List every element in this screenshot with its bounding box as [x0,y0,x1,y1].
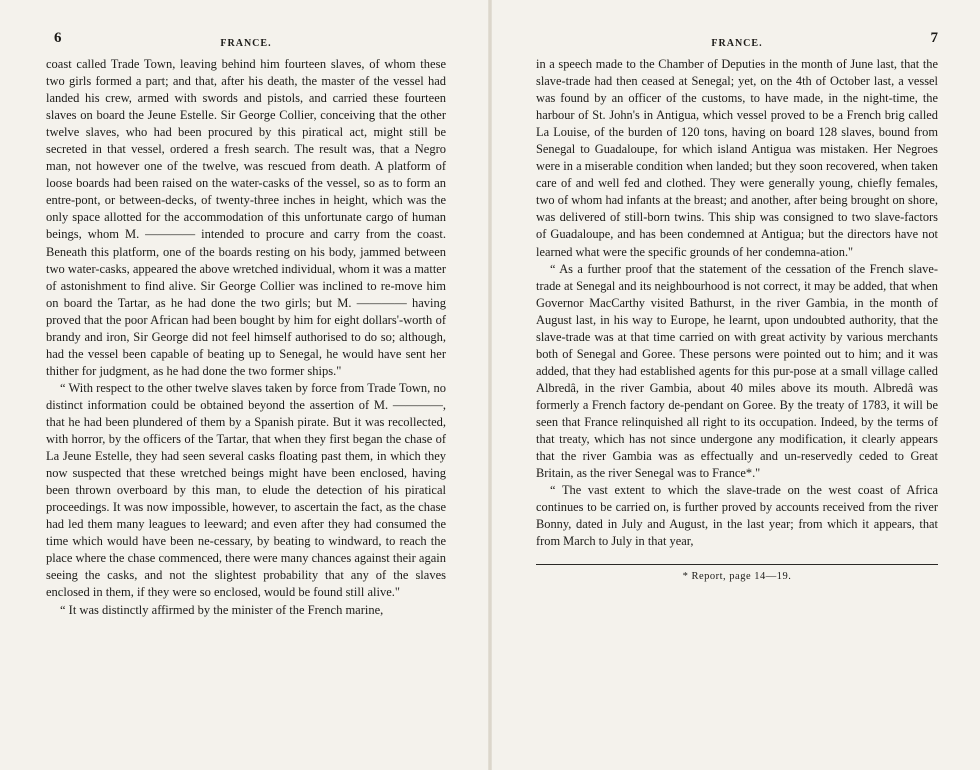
left-paragraph-1: coast called Trade Town, leaving behind him fourteen slaves, of whom these two girls formed a part; and that, after his death, the master of the vessel had landed his crew, armed with swords and pistols, and carried these fourteen slaves on board the Jeune Estelle. Sir George Collier, conceiving that the other twelve slaves, who had been procured by this piratical act, might still be secreted in that vessel, ordered a fresh search. The result was, that a Negro man, not however one of the twelve, was rescued from death. A platform of loose boards had been raised on the water-casks of the vessel, so as to form an entre-pont, or between-decks, of twenty-three inches in height, which was the only space allotted for the accommodation of this unfortunate cargo of human beings, whom M. ———— intended to procure and carry from the coast. Beneath this platform, one of the boards resting on his body, jammed between two water-casks, appeared the above wretched individual, whom it was a matter of astonishment to find alive. Sir George Collier was inclined to re-move him on board the Tartar, as he had done the two girls; but M. ———— having proved that the poor African had been bought by him for eight dollars'-worth of brandy and iron, Sir George did not feel himself authorised to do so; although, had the vessel been capable of beating up to Senegal, he would have sent her thither for judgment, as he had done the two former ships." [46,57,446,378]
footnote: * Report, page 14—19. [682,571,792,583]
right-page-number: 7 [930,30,938,46]
left-paragraph-2: “ With respect to the other twelve slaves taken by force from Trade Town, no distinct information could be obtained beyond the assertion of M. ————, that he had been plundered of them by a Spanish pirate. But it was recollected, with horror, by the officers of the Tartar, that when they first began the chase of La Jeune Estelle, they had seen several casks floating past them, in which they now suspected that these wretched beings might have been enclosed, having been thrown overboard by this man, to elude the detection of his piratical proceedings. It was now impossible, however, to ascertain the fact, as the chase had led them many leagues to leeward; and even after they had consumed the time which would have been ne-cessary, by beating to windward, to reach the place where the chase commenced, there were many chances against their again seeing the casks, and not the slightest probability that any of the slaves enclosed in them, if they were so enclosed, would be found still alive." [46,380,446,600]
left-page-number: 6 [54,30,62,46]
right-running-head [536,30,938,56]
left-running-head [46,30,446,56]
footnote-rule [536,564,938,565]
left-text-body [46,56,446,619]
right-paragraph-3: “ The vast extent to which the slave-trade on the west coast of Africa continues to be carried on, is further proved by accounts received from the river Bonny, dated in July and August, in the last year; from which it appears, that from March to July in that year, [536,483,938,549]
right-paragraph-2: “ As a further proof that the statement of the cessation of the French slave-trade at Senegal and its neighbourhood is not correct, it may be added, that when Governor MacCarthy visited Bathurst, in the river Gambia, in the month of August last, in his way to Europe, he learnt, upon undoubted authority, that the slave-trade was at that time carried on with great activity by various merchants both of Senegal and Goree. These persons were pointed out to him; and it was added, that they had established agents for this pur-pose at a small village called Albredâ, in the river Gambia, about 40 miles above its mouth. Albredâ was formerly a French factory de-pendant on Goree. By the treaty of 1783, it will be seen that France relinquished all right to its occupation. Indeed, by the terms of that treaty, which has not since undergone any modification, it clearly appears that the river Gambia was as effectually and un-reservedly ceded to Great Britain, as the river Senegal was to France*." [536,261,938,481]
left-paragraph-3: “ It was distinctly affirmed by the minister of the French marine, [60,602,384,617]
right-text-body [536,56,938,550]
left-head-title: FRANCE. [220,38,272,49]
right-head-title: FRANCE. [711,38,763,49]
right-page [490,0,980,770]
right-paragraph-1: in a speech made to the Chamber of Deputies in the month of June last, that the slave-trade had then ceased at Senegal; yet, on the 4th of October last, a vessel was found by an officer of the customs, to have made, in the night-time, the harbour of St. John's in Antigua, which vessel proved to be a French brig called La Louise, of the burden of 120 tons, having on board 128 slaves, bound from Senegal to Guadaloupe, for which island Antigua was mistaken. Her Negroes were in a miserable condition when landed; but they soon recovered, when taken care of and well fed and clothed. They were generally young, chiefly females, two of whom had infants at the breast; and another, after being brought on shore, was delivered of still-born twins. This ship was consigned to two slave-factors of Guadaloupe, and has been condemned at Antigua; but the directors have not learned what were the specific grounds of her condemna-ation." [536,57,938,259]
